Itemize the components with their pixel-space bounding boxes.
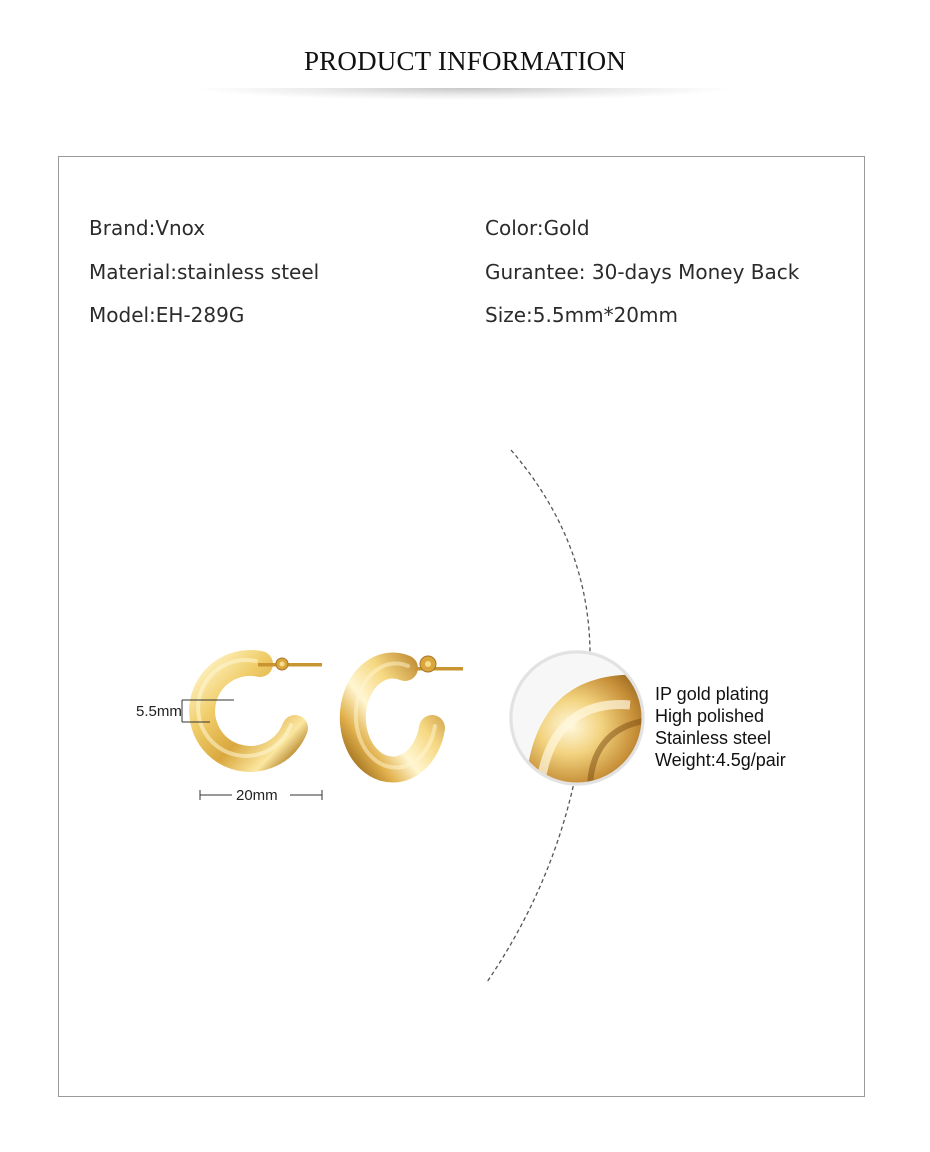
spec-model: Model:EH-289G [89,303,245,327]
zoom-detail-image [505,650,655,790]
diameter-label: 20mm [236,787,278,804]
page-title: PRODUCT INFORMATION [303,46,627,76]
spec-color: Color:Gold [485,216,590,240]
spec-size: Size:5.5mm*20mm [485,303,678,327]
spec-guarantee: Gurantee: 30-days Money Back [485,260,800,284]
feature-item: IP gold plating [655,684,769,704]
earring-right-image [353,656,463,770]
spec-material: Material:stainless steel [89,260,320,284]
earring-left-image [198,658,322,759]
feature-item: High polished [655,706,765,726]
spec-brand: Brand:Vnox [89,216,206,240]
feature-item: Weight:4.5g/pair [655,750,786,770]
thickness-label: 5.5mm [136,703,182,720]
feature-item: Stainless steel [655,728,772,748]
